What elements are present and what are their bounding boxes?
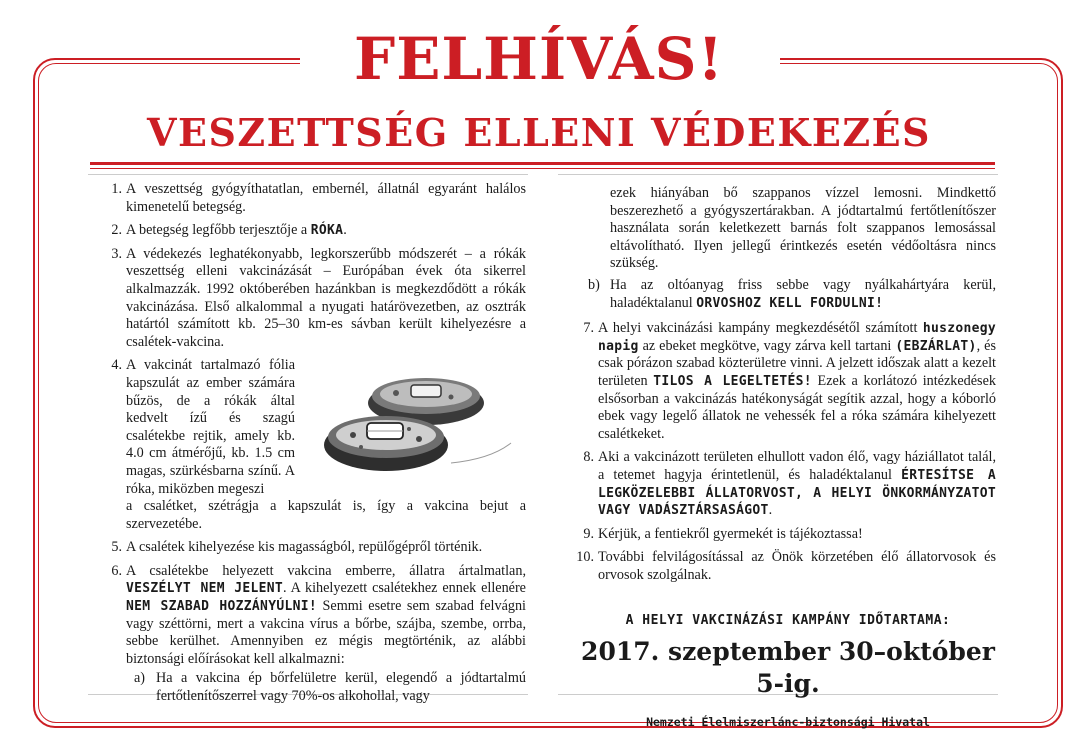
right-column	[558, 174, 998, 730]
list-item-7: 7. A helyi vakcinázási kampány megkezdésétől számított huszonegy napig az ebeket megkötve, vagy zárva kell tartani (EBZÁRLAT), és csak pórázon szabad közterületre vinni. A jelzett időszak alatt a kezelt területen TILOS A LEGELTETÉS! Ezek a korlátozó intézkedések elsősorban a vakcinázás hatékonyságát segítik azzal, hogy a kóborló ebek vagy legelő állatok ne vehessék fel a róka számára kihelyezett csalétkeket.	[583, 320, 996, 442]
list-item-9: 9. Kérjük, a fentiekről gyermekét is tájékoztassa!	[583, 525, 863, 542]
do-not-touch-emphasis: NEM SZABAD HOZZÁNYÚLNI!	[126, 599, 317, 615]
list-item-6: 6. A csalétekbe helyezett vakcina emberre, állatra ártalmatlan, VESZÉLYT NEM JELENT. A kihelyezett csalétekhez ennek ellenére NEM SZABAD HOZZÁNYÚLNI! Semmi esetre sem szabad felvágni vagy széttörni, mert a vakcina vírus a bőrbe, szájba, szembe, orrba, sebbe kerülhet. Amennyiben ez mégis megtörténik, az alábbi biztonsági előírásokat kell alkalmazni: a) Ha a vakcina ép bőrfelületre kerül, elegendő a jódtartalmú fertőtlenítőszerrel vagy 70%-os alkohollal, vagy	[111, 562, 526, 705]
sub-item-a-continued: ezek hiányában bő szappanos vízzel lemosni. Mindkettő beszerezhető a gyógyszertárakban. A jódtartalmú fertőtlenítőszer használata során keletkezett barnás folt szappanos lemosással eltávolítható. Ilyen jellegű érintkezés esetén védőoltásra nincs szükség.	[610, 185, 996, 272]
list-item-10: 10. További felvilágosítással az Önök körzetében élő állatorvosok és orvosok szolgálnak.	[576, 549, 996, 583]
list-item-1: 1. A veszettség gyógyíthatatlan, embernél, állatnál egyaránt halálos kimenetelű betegség.	[111, 181, 526, 215]
list-item-4: 4. A vakcinát tartalmazó fólia kapszulát az ember számára bűzös, de a rókák által kedvelt ízű és szagú csalétekbe rejtik, amely kb. 4.0 cm átmérőjű, kb. 1.5 cm magas, szürkésbarna színű. A róka, miközben megeszi a csalétket, szétrágja a kapszulát is, így a vakcina bejut a szervezetébe.	[111, 357, 526, 532]
title-rule-thin	[90, 168, 995, 169]
see-doctor-emphasis: ORVOSHOZ KELL FORDULNI!	[696, 295, 884, 311]
list-item-2: 2. A betegség legfőbb terjesztője a RÓKA.	[111, 222, 347, 239]
bait-capsule-icon	[301, 363, 526, 481]
list-item-3: 3. A védekezés leghatékonyabb, legkorszerűbb módszerét – a rókák veszettség elleni vakcinázását – Európában évek óta sikerrel alkalmazzák. 1992 októberében hazánkban is megkezdődött a rókák vakcinázása. Első alkalommal a nyugati határövezetben, az osztrák határtól számított kb. 25–30 km-es sávban került kihelyezésre a csalétek-vakcina.	[111, 245, 526, 350]
title-rule	[90, 162, 995, 165]
sub-item-a: a) Ha a vakcina ép bőrfelületre kerül, elegendő a jódtartalmú fertőtlenítőszerrel vagy 70%-os alkohollal, vagy	[134, 670, 526, 705]
issuer-name: Nemzeti Élelmiszerlánc-biztonsági Hivatal	[646, 715, 930, 730]
poster-title: FELHÍVÁS!	[354, 25, 724, 93]
bait-capsule-illustration	[301, 363, 526, 481]
grazing-forbidden-emphasis: TILOS A LEGELTETÉS!	[653, 373, 812, 389]
fox-emphasis: RÓKA	[310, 223, 344, 239]
dog-lockdown-emphasis: (EBZÁRLAT)	[895, 338, 977, 354]
no-danger-emphasis: VESZÉLYT NEM JELENT	[126, 581, 284, 597]
campaign-date: 2017. szeptember 30–október 5-ig.	[581, 637, 995, 699]
list-item-5: 5. A csalétek kihelyezése kis magasságból, repülőgépről történik.	[111, 539, 483, 556]
list-item-8: 8. Aki a vakcinázott területen elhullott vadon élő, vagy háziállatot talál, a tetemet hagyja érintetlenül, és haladéktalanul ÉRTESÍTSE A LEGKÖZELEBBI ÁLLATORVOST, A HELYI ÖNKORMÁNYZATOT VAGY VADÁSZTÁRSASÁGOT.	[583, 449, 996, 519]
sub-item-b: b) Ha az oltóanyag friss sebbe vagy nyálkahártyára kerül, haladéktalanul ORVOSHOZ KELL FORDULNI!	[588, 276, 996, 311]
campaign-label: A HELYI VAKCINÁZÁSI KAMPÁNY IDŐTARTAMA:	[625, 613, 951, 629]
twenty-one-days-emphasis: huszonegy napig	[598, 321, 996, 354]
poster-subtitle: VESZETTSÉG ELLENI VÉDEKEZÉS	[147, 110, 931, 155]
notify-authorities-emphasis: ÉRTESÍTSE A LEGKÖZELEBBI ÁLLATORVOST, A HELYI ÖNKORMÁNYZATOT VAGY VADÁSZTÁRSASÁGOT	[598, 467, 996, 519]
left-column	[88, 174, 528, 705]
